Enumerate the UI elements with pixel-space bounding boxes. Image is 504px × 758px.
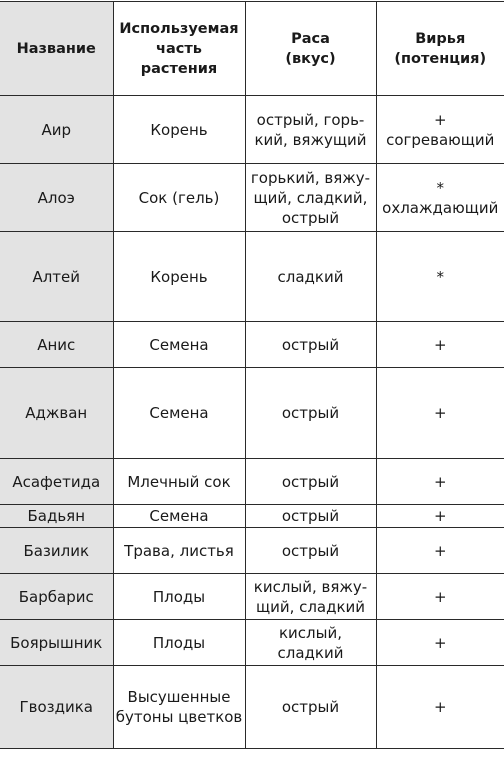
- cell-virya: +: [376, 528, 504, 574]
- cell-plant-part: Плоды: [113, 574, 245, 620]
- cell-name: Анис: [0, 322, 113, 368]
- cell-rasa: острый: [245, 459, 376, 505]
- cell-rasa: сладкий: [245, 232, 376, 322]
- cell-plant-part: Плоды: [113, 620, 245, 666]
- cell-rasa: горький, вяжу- щий, сладкий, острый: [245, 164, 376, 232]
- cell-rasa: острый: [245, 666, 376, 749]
- herbs-table: [0, 1, 504, 749]
- cell-name: Барбарис: [0, 574, 113, 620]
- cell-virya: * охлаждающий: [376, 164, 504, 232]
- cell-name: Аир: [0, 96, 113, 164]
- table-row: [0, 459, 504, 505]
- cell-name: Асафетида: [0, 459, 113, 505]
- cell-plant-part: Семена: [113, 505, 245, 528]
- header-virya: Вирья (потенция): [376, 2, 504, 96]
- cell-plant-part: Семена: [113, 322, 245, 368]
- table-row: [0, 528, 504, 574]
- cell-plant-part: Высушенные бутоны цветков: [113, 666, 245, 749]
- cell-virya: +: [376, 322, 504, 368]
- cell-virya: +: [376, 666, 504, 749]
- table-row: [0, 620, 504, 666]
- table-row: [0, 322, 504, 368]
- cell-virya: *: [376, 232, 504, 322]
- table-header-row: [0, 2, 504, 96]
- cell-rasa: острый, горь- кий, вяжущий: [245, 96, 376, 164]
- cell-plant-part: Корень: [113, 96, 245, 164]
- cell-name: Алоэ: [0, 164, 113, 232]
- cell-name: Боярышник: [0, 620, 113, 666]
- table-row: [0, 232, 504, 322]
- cell-plant-part: Сок (гель): [113, 164, 245, 232]
- cell-plant-part: Млечный сок: [113, 459, 245, 505]
- cell-virya: +: [376, 459, 504, 505]
- cell-name: Базилик: [0, 528, 113, 574]
- cell-virya: +: [376, 368, 504, 459]
- cell-virya: +: [376, 505, 504, 528]
- cell-virya: +: [376, 574, 504, 620]
- cell-rasa: острый: [245, 505, 376, 528]
- header-rasa: Раса (вкус): [245, 2, 376, 96]
- table-row: [0, 164, 504, 232]
- cell-rasa: кислый, вяжу- щий, сладкий: [245, 574, 376, 620]
- header-plant-part: Используемая часть растения: [113, 2, 245, 96]
- table-row: [0, 666, 504, 749]
- cell-rasa: кислый, сладкий: [245, 620, 376, 666]
- cell-name: Бадьян: [0, 505, 113, 528]
- cell-rasa: острый: [245, 322, 376, 368]
- cell-plant-part: Корень: [113, 232, 245, 322]
- header-name: Название: [0, 2, 113, 96]
- table-row: [0, 505, 504, 528]
- cell-rasa: острый: [245, 368, 376, 459]
- cell-name: Аджван: [0, 368, 113, 459]
- cell-plant-part: Семена: [113, 368, 245, 459]
- cell-virya: + согревающий: [376, 96, 504, 164]
- cell-rasa: острый: [245, 528, 376, 574]
- cell-plant-part: Трава, листья: [113, 528, 245, 574]
- table-row: [0, 96, 504, 164]
- cell-name: Алтей: [0, 232, 113, 322]
- table-row: [0, 368, 504, 459]
- cell-virya: +: [376, 620, 504, 666]
- table-row: [0, 574, 504, 620]
- cell-name: Гвоздика: [0, 666, 113, 749]
